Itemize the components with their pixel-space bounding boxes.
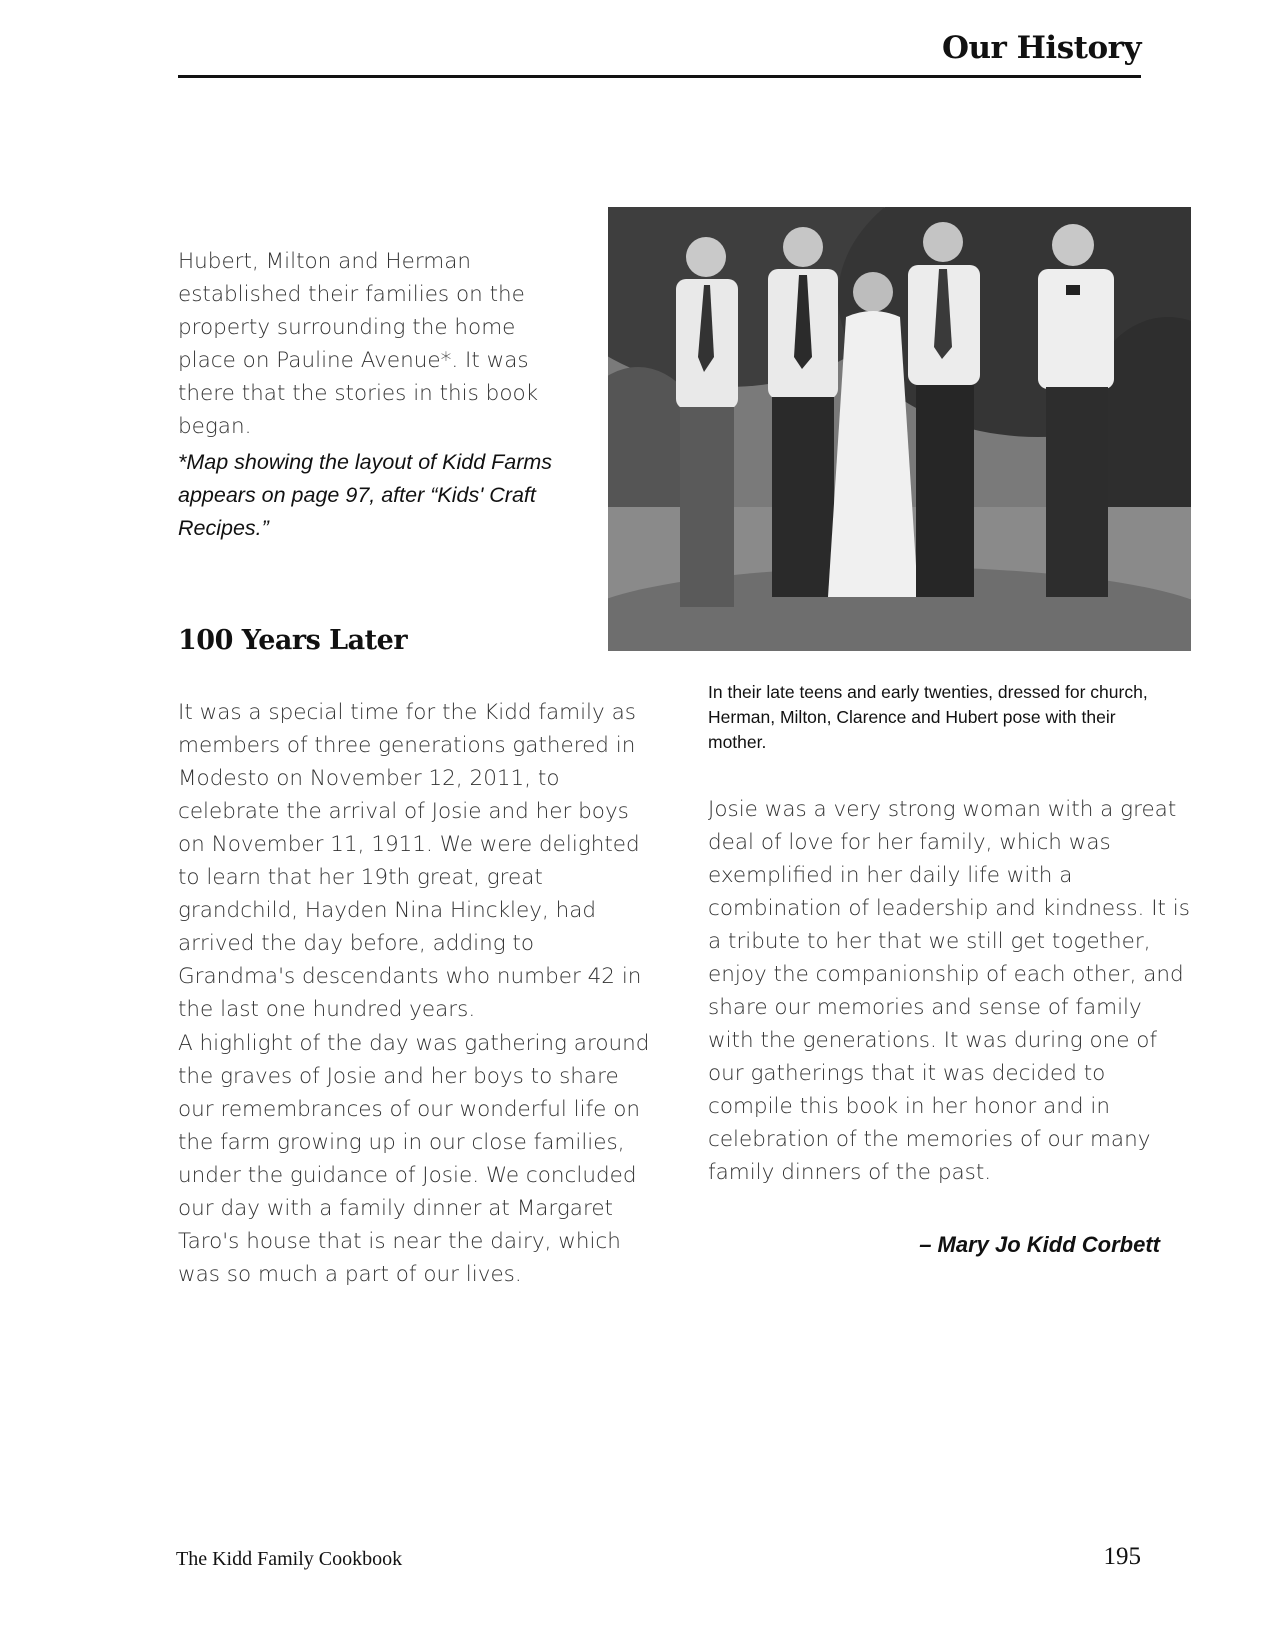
page-number: 195 bbox=[1103, 1543, 1141, 1570]
section-heading: 100 Years Later bbox=[178, 625, 408, 656]
paragraph-celebration: It was a special time for the Kidd family as members of three generations gathered in Modesto on November 12, 2011, to celebrate the arrival of Josie and her boys on November 11, 1911. We were delighted to learn that her 19th great, great grandchild, Hayden Nina Hinckley, had arrived the day before, adding to Grandma's descendants who number 42 in the last one hundred years. bbox=[178, 700, 642, 1022]
family-photo bbox=[608, 207, 1191, 651]
paragraph-josie: Josie was a very strong woman with a great deal of love for her family, which was exemplified in her daily life with a combination of leadership and kindness. It is a tribute to her that we still get together, enjoy the companionship of each other, and share our memories and sense of family with the generations. It was during one of our gatherings that it was decided to compile this book in her honor and in celebration of the memories of our many family dinners of the past. bbox=[708, 797, 1190, 1185]
paragraph-highlight: A highlight of the day was gathering around the graves of Josie and her boys to share our remembrances of our wonderful life on the farm growing up in our close families, under the guidance of Josie. We concluded our day with a family dinner at Margaret Taro's house that is near the dairy, which was so much a part of our lives. bbox=[178, 1031, 650, 1287]
photo-caption: In their late teens and early twenties, dressed for church, Herman, Milton, Clarence and Hubert pose with their mother. bbox=[708, 682, 1148, 752]
section-title: Our History bbox=[941, 30, 1141, 66]
header-rule bbox=[178, 75, 1141, 78]
footer-book-title: The Kidd Family Cookbook bbox=[176, 1548, 403, 1570]
intro-paragraph: Hubert, Milton and Herman established their families on the property surrounding the home place on Pauline Avenue*. It was there that the stories in this book began. bbox=[178, 249, 539, 439]
map-note: *Map showing the layout of Kidd Farms appears on page 97, after “Kids' Craft Recipes.” bbox=[178, 450, 553, 540]
author-signature: – Mary Jo Kidd Corbett bbox=[919, 1232, 1160, 1257]
